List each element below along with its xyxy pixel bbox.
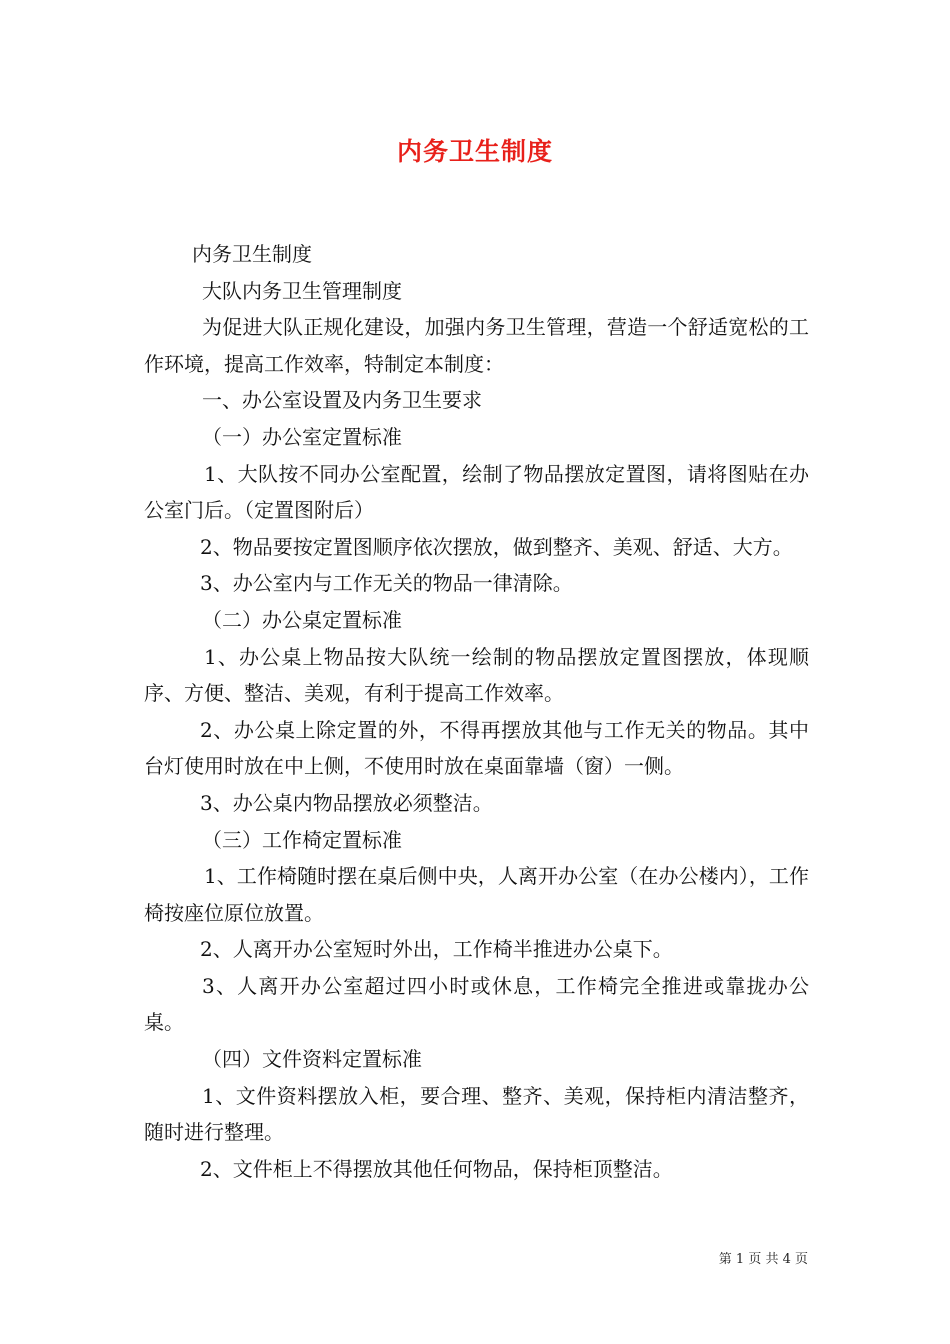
paragraph: 一、办公室设置及内务卫生要求: [202, 388, 482, 413]
paragraph: 1、办公桌上物品按大队统一绘制的物品摆放定置图摆放，体现顺序、方便、整洁、美观，有利于提高工作效率。: [144, 644, 809, 706]
paragraph: 2、人离开办公室短时外出，工作椅半推进办公桌下。: [200, 937, 673, 962]
paragraph: 内务卫生制度: [192, 242, 312, 266]
paragraph: 1、文件资料摆放入柜，要合理、整齐、美观，保持柜内清洁整齐，随时进行整理。: [144, 1083, 809, 1145]
paragraph: 1、大队按不同办公室配置，绘制了物品摆放定置图，请将图贴在办公室门后。（定置图附后）: [144, 461, 809, 523]
document-title: 内务卫生制度: [396, 137, 553, 166]
paragraph: 2、文件柜上不得摆放其他任何物品，保持柜顶整洁。: [200, 1156, 673, 1181]
paragraph: 2、物品要按定置图顺序依次摆放，做到整齐、美观、舒适、大方。: [200, 534, 793, 559]
paragraph: （三）工作椅定置标准: [202, 827, 402, 852]
paragraph: 3、人离开办公室超过四小时或休息，工作椅完全推进或靠拢办公桌。: [144, 973, 809, 1035]
page-number-footer: 第 1 页 共 4 页: [718, 1252, 808, 1267]
document-body: [144, 236, 809, 1187]
paragraph: 大队内务卫生管理制度: [202, 278, 402, 303]
paragraph: 为促进大队正规化建设，加强内务卫生管理，营造一个舒适宽松的工作环境，提高工作效率，特制定本制度：: [144, 315, 809, 376]
paragraph: 3、办公桌内物品摆放必须整洁。: [200, 790, 493, 815]
paragraph: 1、工作椅随时摆在桌后侧中央，人离开办公室（在办公楼内），工作椅按座位原位放置。: [144, 864, 809, 925]
paragraph: （二）办公桌定置标准: [202, 607, 402, 632]
paragraph: （四）文件资料定置标准: [202, 1047, 422, 1072]
paragraph: （一）办公室定置标准: [202, 424, 402, 449]
paragraph: 3、办公室内与工作无关的物品一律清除。: [200, 571, 573, 596]
paragraph: 2、办公桌上除定置的外，不得再摆放其他与工作无关的物品。其中台灯使用时放在中上侧，不使用时放在桌面靠墙（窗）一侧。: [144, 717, 809, 779]
